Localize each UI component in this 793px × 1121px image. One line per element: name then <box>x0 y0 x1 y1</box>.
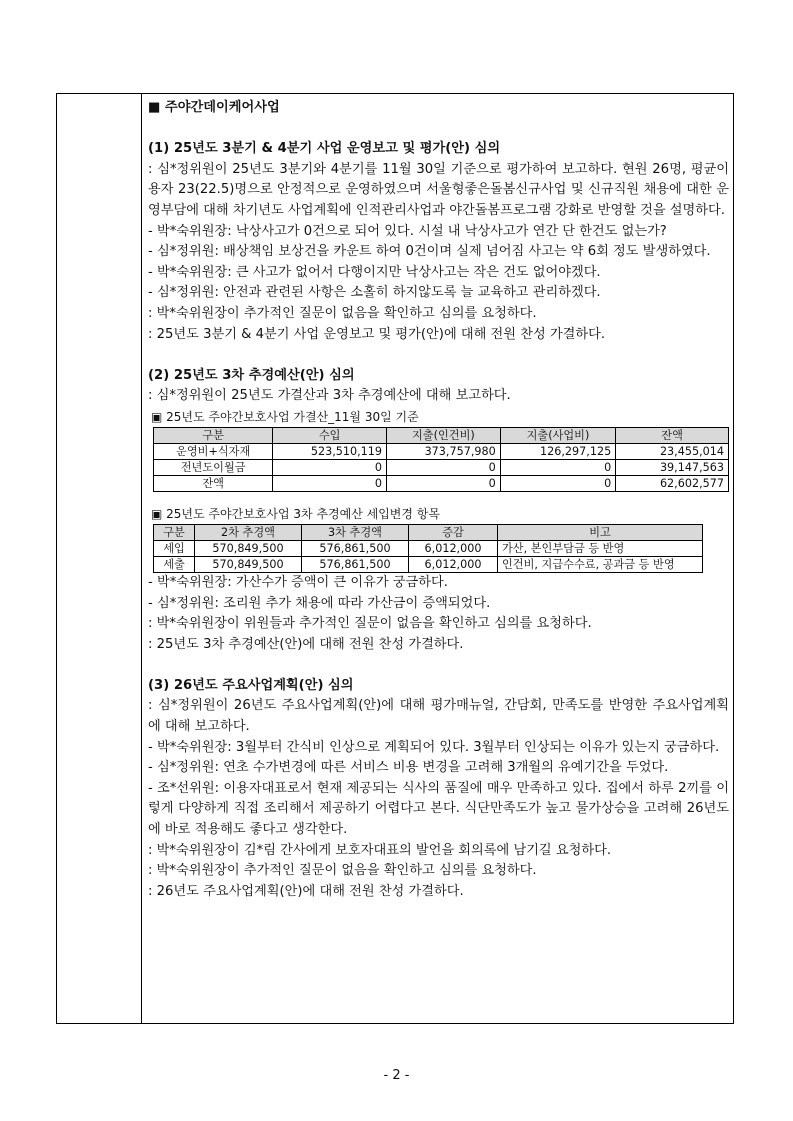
revenue-change-table <box>153 524 703 573</box>
item3-line: : 심*정위원이 26년도 주요사업계획(안)에 대해 평가매뉴얼, 간담회, 만족도를 반영한 주요사업계획에 대해 보고하다. <box>148 698 729 735</box>
table-header: 3차 추경액 <box>302 524 409 540</box>
item2-line: : 25년도 3차 추경예산(안)에 대해 전원 찬성 가결하다. <box>148 636 464 652</box>
item3-line: - 조*선위원: 이용자대표로서 현재 제공되는 식사의 품질에 매우 만족하고 있다. 집에서 하루 2끼를 이렇게 다양하게 직접 조리해서 제공하기 어렵다고 본다. 식단만족도가 높고 물가상승을 고려해 26년도에 바로 적용해도 좋다고 생각한다. <box>148 780 729 838</box>
item1-line: - 심*정위원: 안전과 관련된 사항은 소홀히 하지않도록 늘 교육하고 관리하겠다. <box>148 285 601 301</box>
table-cell: 570,849,500 <box>195 540 302 556</box>
table-row <box>154 459 729 475</box>
table-cell: 0 <box>273 459 387 475</box>
item1-line: - 박*숙위원장: 큰 사고가 없어서 다행이지만 낙상사고는 작은 건도 없어야겠다. <box>148 264 601 280</box>
table-header: 증감 <box>409 524 498 540</box>
item1-line: : 박*숙위원장이 추가적인 질문이 없음을 확인하고 심의를 요청하다. <box>148 305 537 321</box>
item1-line: - 박*숙위원장: 낙상사고가 0건으로 되어 있다. 시설 내 낙상사고가 연간 단 한건도 없는가? <box>148 223 667 239</box>
table-cell: 23,455,014 <box>616 443 729 459</box>
section-title: ■ 주야간데이케어사업 <box>148 100 280 115</box>
item3-line: - 박*숙위원장: 3월부터 간식비 인상으로 계획되어 있다. 3월부터 인상되는 이유가 있는지 궁금하다. <box>148 739 720 755</box>
item2-intro: : 심*정위원이 25년도 가결산과 3차 추경예산에 대해 보고하다. <box>148 388 511 404</box>
item3-line: - 심*정위원: 연초 수가변경에 따른 서비스 비용 변경을 고려해 3개월의 유예기간을 두었다. <box>148 760 669 776</box>
item1-line: : 25년도 3분기 & 4분기 사업 운영보고 및 평가(안)에 대해 전원 찬성 가결하다. <box>148 326 606 342</box>
item1-heading: (1) 25년도 3분기 & 4분기 사업 운영보고 및 평가(안) 심의 <box>148 141 501 157</box>
table-cell: 0 <box>273 475 387 491</box>
table-row <box>154 443 729 459</box>
item1-line: : 심*정위원이 25년도 3분기와 4분기를 11월 30일 기준으로 평가하여 보고하다. 현원 26명, 평균이용자 23(22.5)명으로 안정적으로 운영하였으며 서울형좋은돌봄신규사업 및 신규직원 채용에 대한 운영부담에 대해 차기년도 사업계획에 인적관리사업과 야간돌봄프로그램 강화로 반영할 것을 설명하다. <box>148 161 729 218</box>
table-cell: 전년도이월금 <box>154 459 273 475</box>
table-cell: 잔액 <box>154 475 273 491</box>
table-cell: 0 <box>387 459 501 475</box>
table-header: 구분 <box>154 427 273 443</box>
table-row <box>154 556 703 572</box>
table-row <box>154 475 729 491</box>
table-cell: 62,602,577 <box>616 475 729 491</box>
table-cell: 6,012,000 <box>409 540 498 556</box>
item3-line: : 박*숙위원장이 추가적인 질문이 없음을 확인하고 심의를 요청하다. <box>148 863 537 879</box>
table-header: 잔액 <box>616 427 729 443</box>
table-cell: 가산, 본인부담금 등 반영 <box>498 540 703 556</box>
table-row <box>154 540 703 556</box>
item2-line: - 심*정위원: 조리원 추가 채용에 따라 가산금이 증액되었다. <box>148 595 491 611</box>
item3-line: : 26년도 주요사업계획(안)에 대해 전원 찬성 가결하다. <box>148 883 464 899</box>
table-cell: 570,849,500 <box>195 556 302 572</box>
table-cell: 576,861,500 <box>302 556 409 572</box>
table-cell: 523,510,119 <box>273 443 387 459</box>
table-header: 수입 <box>273 427 387 443</box>
table-cell: 세입 <box>154 540 195 556</box>
table-header: 2차 추경액 <box>195 524 302 540</box>
minutes-frame <box>56 93 734 1024</box>
item1-line: - 심*정위원: 배상책임 보상건을 카운트 하여 0건이며 실제 넘어짐 사고는 약 6회 정도 발생하였다. <box>148 244 711 260</box>
left-column <box>57 94 142 1023</box>
table-header: 지출(사업비) <box>500 427 615 443</box>
item2-line: : 박*숙위원장이 위원들과 추가적인 질문이 없음을 확인하고 심의를 요청하다. <box>148 616 592 632</box>
table-cell: 126,297,125 <box>500 443 615 459</box>
table1-caption: ▣ 25년도 주야간보호사업 가결산_11월 30일 기준 <box>151 409 419 424</box>
table2-caption: ▣ 25년도 주야간보호사업 3차 추경예산 세입변경 항목 <box>151 506 440 521</box>
table-cell: 인건비, 지급수수료, 공과금 등 반영 <box>498 556 703 572</box>
table-cell: 0 <box>500 475 615 491</box>
table-cell: 576,861,500 <box>302 540 409 556</box>
table-header: 비고 <box>498 524 703 540</box>
item3-line: : 박*숙위원장이 김*림 간사에게 보호자대표의 발언을 회의록에 남기길 요청하다. <box>148 842 612 858</box>
minutes-content <box>143 94 733 902</box>
table-cell: 세출 <box>154 556 195 572</box>
table-header: 구분 <box>154 524 195 540</box>
page-number: - 2 - <box>383 1068 410 1083</box>
table-cell: 39,147,563 <box>616 459 729 475</box>
table-cell: 6,012,000 <box>409 556 498 572</box>
table-cell: 0 <box>500 459 615 475</box>
item2-heading: (2) 25년도 3차 추경예산(안) 심의 <box>148 367 355 383</box>
table-cell: 운영비+식자재 <box>154 443 273 459</box>
item2-line: - 박*숙위원장: 가산수가 증액이 큰 이유가 궁금하다. <box>148 574 448 590</box>
table-cell: 0 <box>387 475 501 491</box>
item3-heading: (3) 26년도 주요사업계획(안) 심의 <box>148 677 354 693</box>
table-cell: 373,757,980 <box>387 443 501 459</box>
table-header: 지출(인건비) <box>387 427 501 443</box>
settlement-table <box>153 427 729 492</box>
